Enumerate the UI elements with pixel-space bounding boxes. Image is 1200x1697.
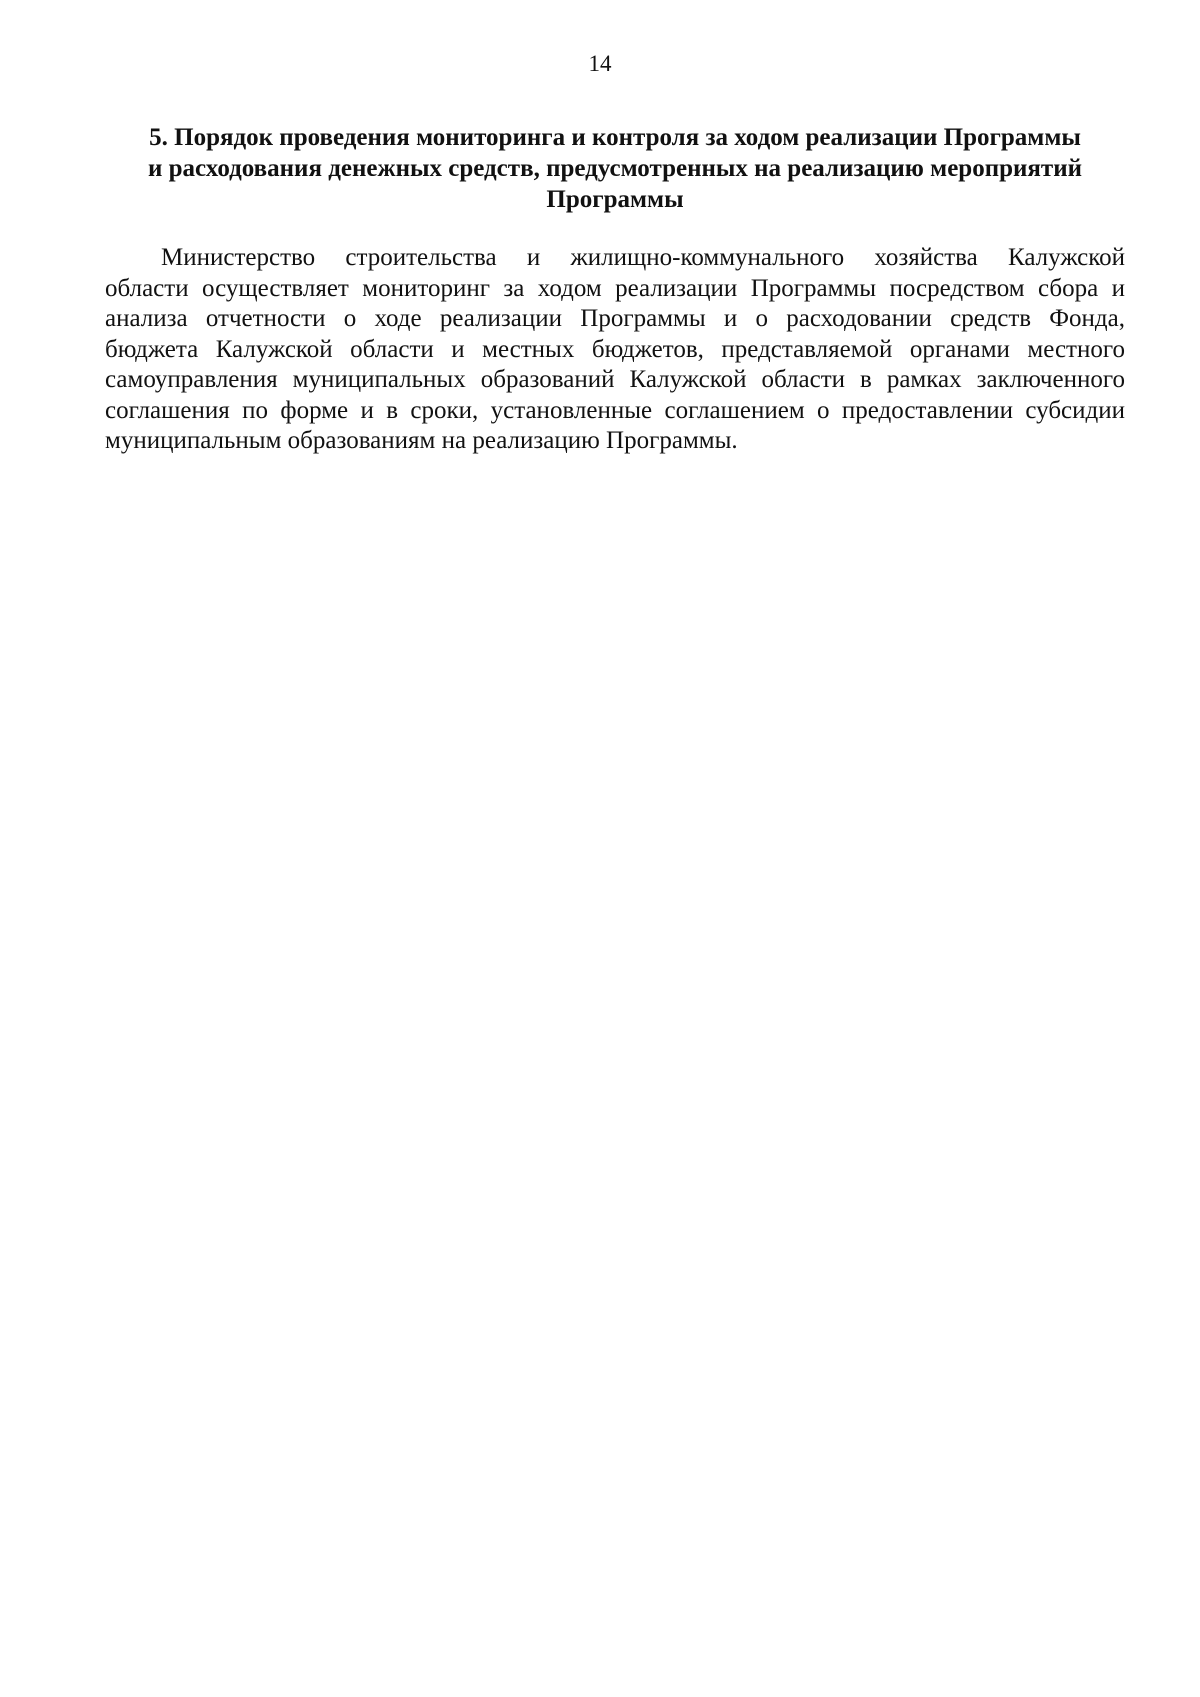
paragraph-line: самоуправления муниципальных образований Калужской области в рамках заключенного: [105, 366, 1125, 393]
paragraph-line: бюджета Калужской области и местных бюджетов, представляемой органами местного: [105, 335, 1125, 363]
paragraph-line: области осуществляет мониторинг за ходом реализации Программы посредством сбора и: [105, 274, 1125, 302]
paragraph-line: муниципальным образованиям на реализацию Программы.: [105, 427, 738, 454]
page-number: 14: [588, 51, 612, 76]
heading-line: и расходования денежных средств, предусмотренных на реализацию мероприятий: [147, 155, 1083, 182]
paragraph-line: анализа отчетности о ходе реализации Программы и о расходовании средств Фонда,: [105, 305, 1125, 332]
section-heading: [110, 122, 1120, 215]
paragraph-line: Министерство строительства и жилищно-коммунального хозяйства Калужской: [161, 244, 1125, 271]
heading-line: Программы: [546, 186, 684, 213]
section-paragraph: [105, 243, 1125, 457]
paragraph-line: соглашения по форме и в сроки, установленные соглашением о предоставлении субсидии: [105, 396, 1125, 424]
heading-line: 5. Порядок проведения мониторинга и контроля за ходом реализации Программы: [149, 124, 1081, 151]
